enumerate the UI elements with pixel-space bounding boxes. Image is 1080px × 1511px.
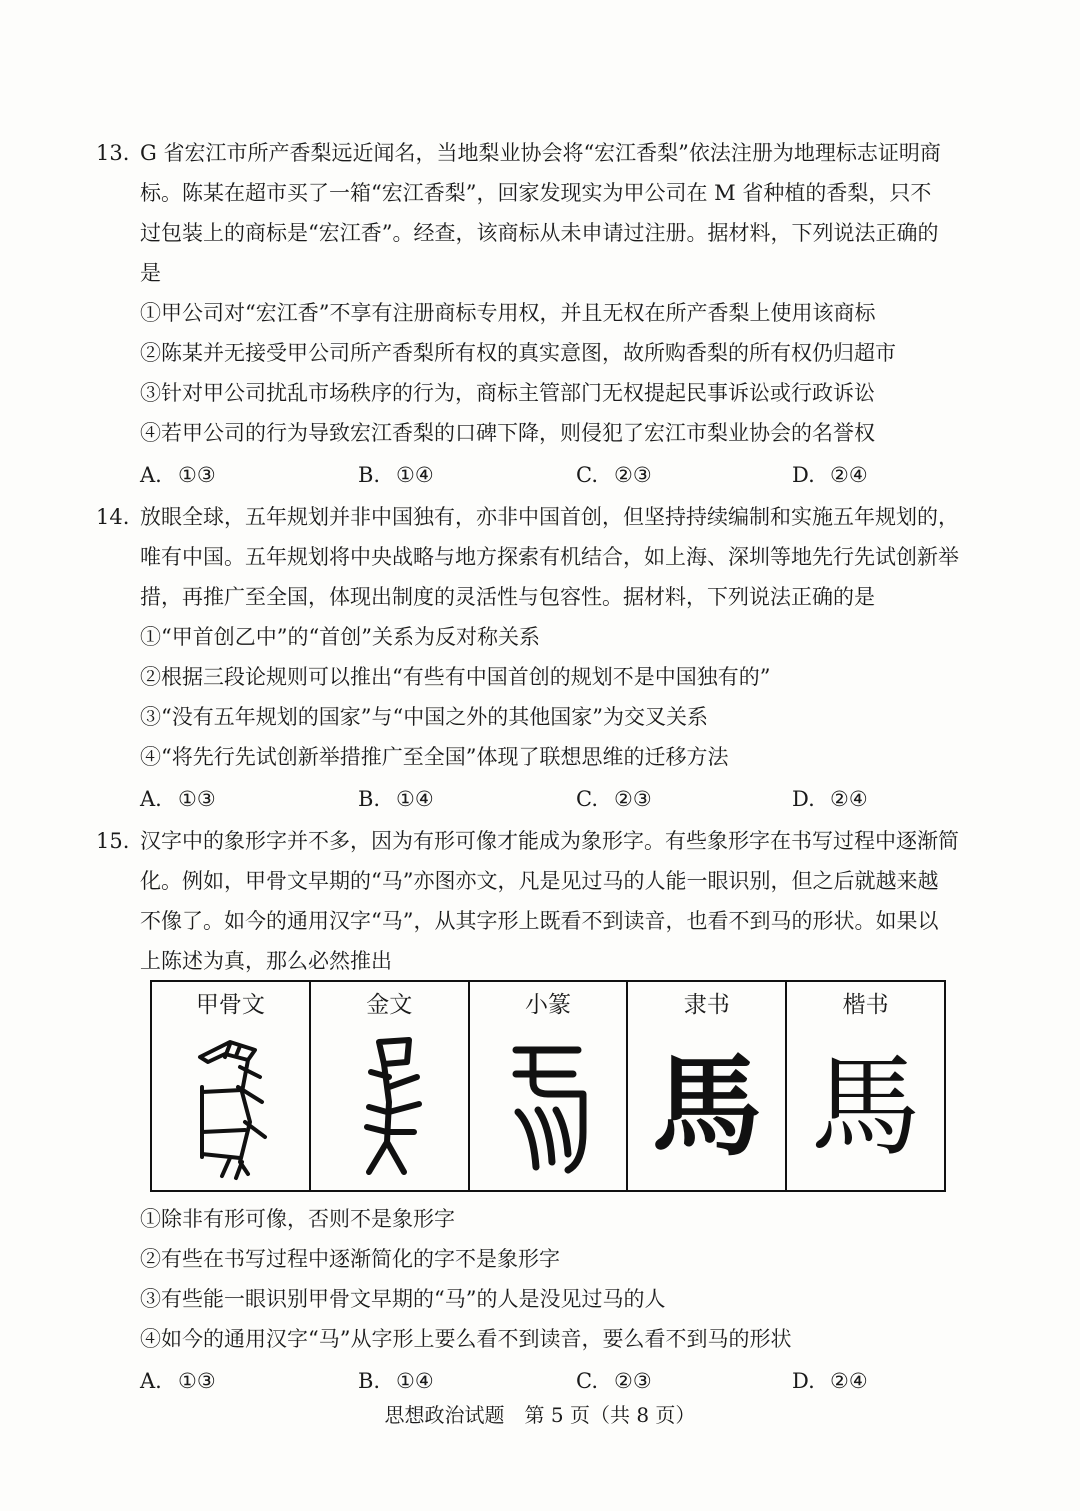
table-header: 小篆 — [524, 992, 571, 1018]
question-text-line: G 省宏江市所产香梨远近闻名，当地梨业协会将“宏江香梨”依法注册为地理标志证明商 — [140, 141, 941, 165]
question-text-line: 是 — [140, 261, 161, 285]
option-a[interactable]: A. ①③ — [140, 1369, 216, 1393]
table-cell-clerical — [628, 982, 787, 1190]
option-c[interactable]: C. ②③ — [576, 787, 652, 811]
seal-horse-drawing — [488, 1032, 608, 1182]
statement: ④若甲公司的行为导致宏江香梨的口碑下降，则侵犯了宏江市梨业协会的名誉权 — [140, 421, 875, 445]
script-evolution-table — [150, 980, 946, 1192]
table-header: 金文 — [366, 992, 413, 1018]
table-cell-bronze — [311, 982, 470, 1190]
seal-horse-glyph — [470, 1032, 627, 1182]
answer-options — [140, 784, 940, 814]
statement: ②根据三段论规则可以推出“有些有中国首创的规划不是中国独有的” — [140, 665, 771, 689]
option-a[interactable]: A. ①③ — [140, 787, 216, 811]
answer-options — [140, 1366, 940, 1396]
table-header: 隶书 — [683, 992, 730, 1018]
oracle-bone-horse-glyph — [152, 1032, 309, 1182]
question-text-line: 汉字中的象形字并不多，因为有形可像才能成为象形字。有些象形字在书写过程中逐渐简 — [140, 829, 959, 853]
table-cell-regular — [787, 982, 944, 1190]
option-d[interactable]: D. ②④ — [792, 463, 868, 487]
statement: ④如今的通用汉字“马”从字形上要么看不到读音，要么看不到马的形状 — [140, 1327, 792, 1351]
table-header: 甲骨文 — [195, 992, 265, 1018]
option-a[interactable]: A. ①③ — [140, 463, 216, 487]
question-text-line: 唯有中国。五年规划将中央战略与地方探索有机结合，如上海、深圳等地先行先试创新举 — [140, 545, 959, 569]
question-number: 13. — [96, 141, 130, 165]
regular-horse-glyph — [787, 1032, 944, 1182]
statement: ④“将先行先试创新举措推广至全国”体现了联想思维的迁移方法 — [140, 745, 729, 769]
table-cell-oracle — [152, 982, 311, 1190]
option-d[interactable]: D. ②④ — [792, 787, 868, 811]
option-c[interactable]: C. ②③ — [576, 463, 652, 487]
table-header: 楷书 — [842, 992, 889, 1018]
regular-horse-character: 馬 — [810, 1043, 921, 1171]
statement: ②有些在书写过程中逐渐简化的字不是象形字 — [140, 1247, 560, 1271]
bronze-horse-drawing — [329, 1032, 449, 1182]
question-number: 14. — [96, 505, 130, 529]
clerical-horse-glyph — [628, 1032, 785, 1182]
statement: ③“没有五年规划的国家”与“中国之外的其他国家”为交叉关系 — [140, 705, 708, 729]
question-text-line: 过包装上的商标是“宏江香”。经查，该商标从未申请过注册。据材料，下列说法正确的 — [140, 221, 939, 245]
question-text-line: 不像了。如今的通用汉字“马”，从其字形上既看不到读音，也看不到马的形状。如果以 — [140, 909, 939, 933]
option-c[interactable]: C. ②③ — [576, 1369, 652, 1393]
page-footer: 思想政治试题 第 5 页（共 8 页） — [384, 1403, 696, 1427]
bronze-horse-glyph — [311, 1032, 468, 1182]
option-b[interactable]: B. ①④ — [358, 787, 434, 811]
table-cell-seal — [470, 982, 629, 1190]
clerical-horse-character: 馬 — [651, 1043, 762, 1171]
question-text-line: 措，再推广至全国，体现出制度的灵活性与包容性。据材料，下列说法正确的是 — [140, 585, 875, 609]
option-d[interactable]: D. ②④ — [792, 1369, 868, 1393]
question-text-line: 放眼全球，五年规划并非中国独有，亦非中国首创，但坚持持续编制和实施五年规划的， — [140, 505, 959, 529]
oracle-horse-drawing — [170, 1032, 290, 1182]
statement: ①除非有形可像，否则不是象形字 — [140, 1207, 455, 1231]
statement: ①“甲首创乙中”的“首创”关系为反对称关系 — [140, 625, 540, 649]
question-text-line: 化。例如，甲骨文早期的“马”亦图亦文，凡是见过马的人能一眼识别，但之后就越来越 — [140, 869, 939, 893]
question-text-line: 标。陈某在超市买了一箱“宏江香梨”，回家发现实为甲公司在 M 省种植的香梨，只不 — [140, 181, 932, 205]
statement: ②陈某并无接受甲公司所产香梨所有权的真实意图，故所购香梨的所有权仍归超市 — [140, 341, 896, 365]
statement: ③有些能一眼识别甲骨文早期的“马”的人是没见过马的人 — [140, 1287, 666, 1311]
option-b[interactable]: B. ①④ — [358, 463, 434, 487]
statement: ①甲公司对“宏江香”不享有注册商标专用权，并且无权在所产香梨上使用该商标 — [140, 301, 876, 325]
question-number: 15. — [96, 829, 130, 853]
question-text-line: 上陈述为真，那么必然推出 — [140, 949, 392, 973]
answer-options — [140, 460, 940, 490]
statement: ③针对甲公司扰乱市场秩序的行为，商标主管部门无权提起民事诉讼或行政诉讼 — [140, 381, 875, 405]
option-b[interactable]: B. ①④ — [358, 1369, 434, 1393]
